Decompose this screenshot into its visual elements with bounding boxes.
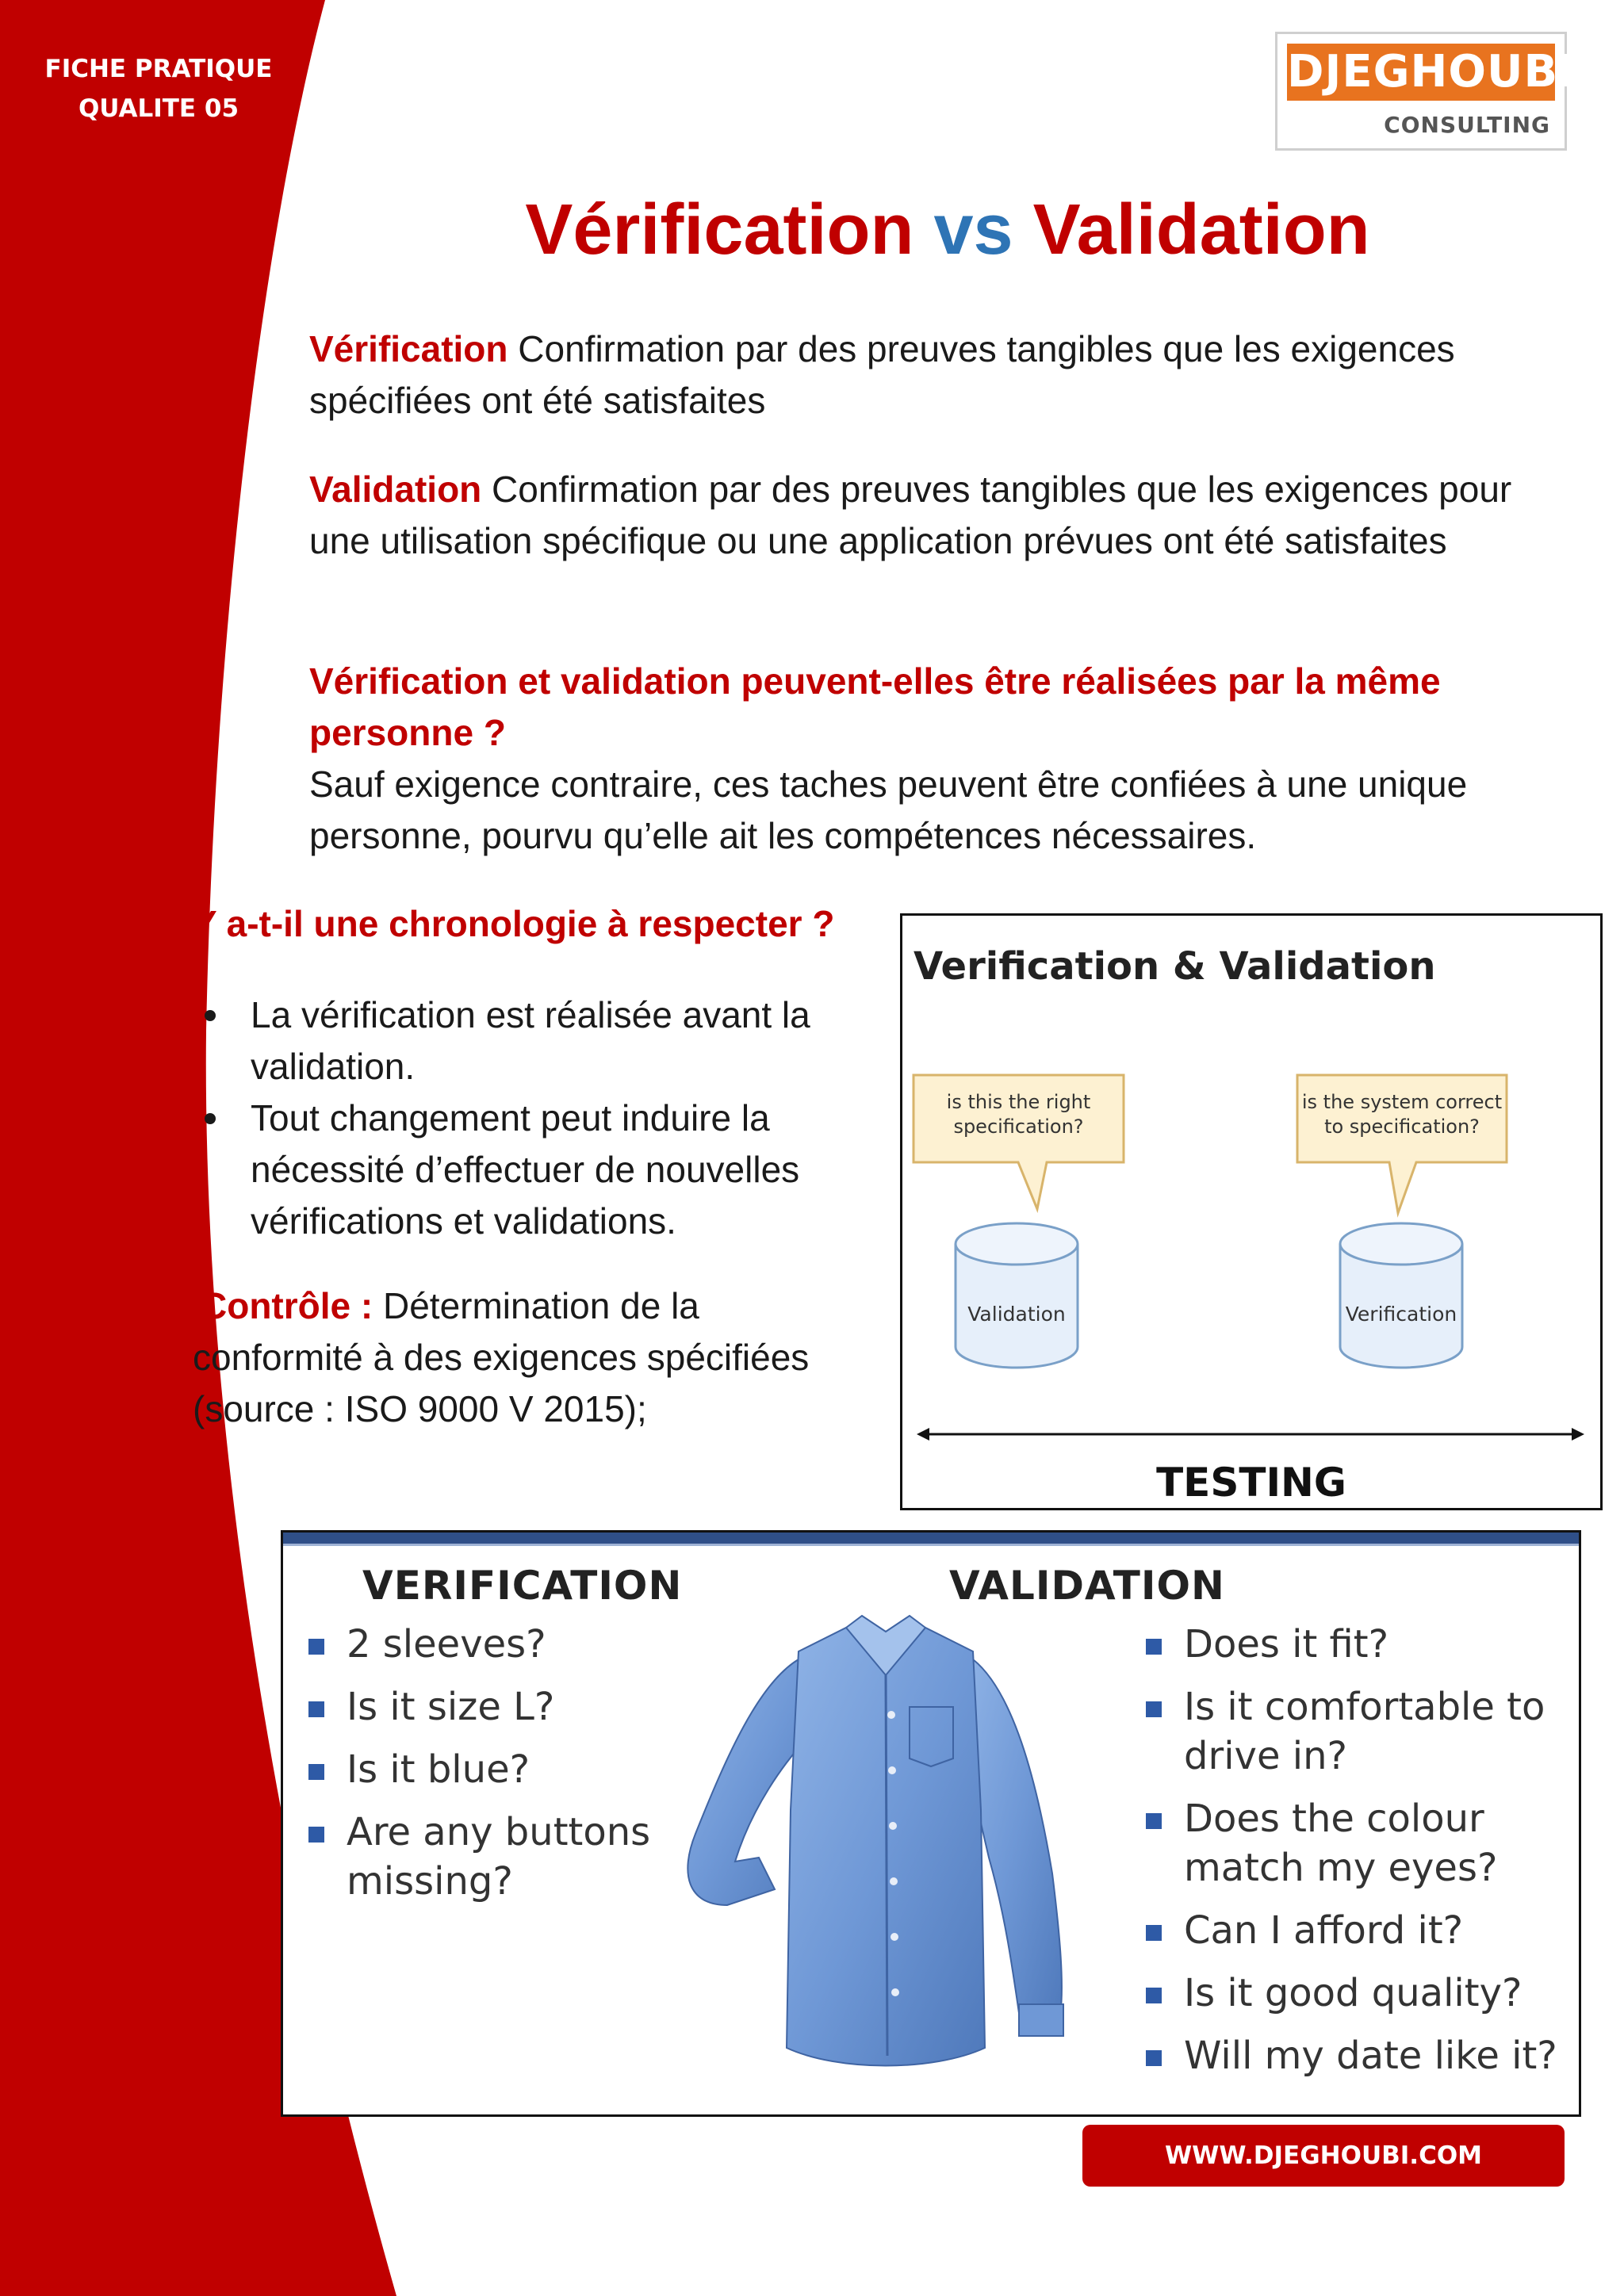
bullet-icon	[205, 1010, 216, 1021]
same-person-answer: Sauf exigence contraire, ces taches peuvent être confiées à une unique personne, pourvu qu’elle ait les compétences nécessaires.	[309, 763, 1468, 856]
title-vs: vs	[933, 190, 1013, 270]
list-item	[1146, 1969, 1574, 2018]
verification-definition	[309, 323, 1546, 427]
title-validation: Validation	[1032, 190, 1370, 270]
fiche-line1: FICHE PRATIQUE	[44, 55, 273, 83]
blue-shirt-icon	[664, 1572, 1108, 2117]
square-bullet-icon	[1146, 1639, 1162, 1655]
square-bullet-icon	[308, 1827, 324, 1843]
cylinder-left-shape	[956, 1223, 1078, 1368]
chronology-list	[198, 989, 880, 1247]
list-item	[308, 1745, 673, 1794]
validation-term: Validation	[309, 469, 482, 510]
square-bullet-icon	[1146, 1925, 1162, 1941]
validation-text: Confirmation par des preuves tangibles que les exigences pour une utilisation spécifique ou une application prévues ont été satisfaites	[309, 469, 1512, 561]
list-item	[308, 1682, 673, 1732]
list-item	[1146, 1794, 1574, 1892]
company-logo	[1275, 32, 1576, 151]
fiche-line2: QUALITE 05	[78, 94, 239, 123]
validation-heading: VALIDATION	[949, 1563, 1225, 1609]
testing-axis-arrow	[917, 1428, 1584, 1441]
validation-items	[1146, 1620, 1574, 2094]
diagram-title: Verification & Validation	[914, 944, 1436, 989]
square-bullet-icon	[308, 1639, 324, 1655]
page-title	[301, 186, 1594, 274]
item-text: Will my date like it?	[1184, 2034, 1557, 2078]
list-item	[308, 1620, 673, 1669]
item-text: Is it size L?	[347, 1685, 555, 1729]
square-bullet-icon	[308, 1701, 324, 1717]
list-item	[198, 1093, 880, 1247]
controle-term: Contrôle :	[201, 1285, 373, 1326]
website-link[interactable]: WWW.DJEGHOUBI.COM	[1082, 2125, 1565, 2187]
item-text: Are any buttons missing?	[347, 1810, 651, 1904]
callout-right-line1: is the system correct	[1301, 1091, 1503, 1113]
title-verification: Vérification	[525, 190, 914, 270]
callout-left	[914, 1090, 1124, 1139]
validation-definition	[309, 464, 1546, 567]
square-bullet-icon	[1146, 2050, 1162, 2066]
vv-diagram	[900, 913, 1603, 1510]
same-person-question: Vérification et validation peuvent-elles être réalisées par la même personne ?	[309, 660, 1441, 753]
callout-right-line2: to specification?	[1324, 1115, 1480, 1138]
square-bullet-icon	[308, 1764, 324, 1780]
bullet-icon	[205, 1113, 216, 1124]
list-item	[1146, 1906, 1574, 1955]
fiche-badge	[24, 49, 293, 128]
cylinder-left-label: Validation	[967, 1303, 1066, 1326]
square-bullet-icon	[1146, 1988, 1162, 2003]
same-person-section	[309, 656, 1546, 862]
item-text: Does the colour match my eyes?	[1184, 1797, 1498, 1890]
cylinder-right-shape	[1340, 1223, 1462, 1368]
list-item	[1146, 1682, 1574, 1781]
item-text: Does it fit?	[1184, 1622, 1389, 1667]
item-text: Can I afford it?	[1184, 1908, 1464, 1953]
callout-left-line1: is this the right	[946, 1091, 1091, 1113]
testing-label: TESTING	[1156, 1460, 1346, 1506]
square-bullet-icon	[1146, 1701, 1162, 1717]
list-item	[1146, 1620, 1574, 1669]
verification-list	[308, 1620, 673, 1919]
list-item	[308, 1808, 673, 1906]
item-text: Is it comfortable to drive in?	[1184, 1685, 1545, 1778]
logo-subtitle: CONSULTING	[1384, 112, 1550, 138]
callout-right	[1297, 1090, 1507, 1139]
verification-heading: VERIFICATION	[362, 1563, 683, 1609]
chronology-question: Y a-t-il une chronologie à respecter ?	[193, 903, 835, 944]
logo-name: DJEGHOUBI	[1287, 44, 1555, 101]
item-text: Is it blue?	[347, 1747, 530, 1792]
verification-text: Confirmation par des preuves tangibles que les exigences spécifiées ont été satisfaites	[309, 328, 1455, 421]
square-bullet-icon	[1146, 1813, 1162, 1829]
shirt-comparison-panel	[281, 1530, 1581, 2117]
callout-left-line2: specification?	[953, 1115, 1084, 1138]
list-item	[1146, 2031, 1574, 2080]
item-text: 2 sleeves?	[347, 1622, 546, 1667]
cylinder-right-label: Verification	[1345, 1303, 1457, 1326]
bullet-text: Tout changement peut induire la nécessité d’effectuer de nouvelles vérifications et validations.	[251, 1097, 800, 1242]
controle-definition	[193, 1280, 875, 1435]
item-text: Is it good quality?	[1184, 1971, 1522, 2015]
controle-text: Détermination de la conformité à des exigences spécifiées (source : ISO 9000 V 2015);	[193, 1285, 810, 1429]
verification-term: Vérification	[309, 328, 508, 369]
panel-top-bar	[283, 1533, 1579, 1546]
list-item	[198, 989, 880, 1093]
bullet-text: La vérification est réalisée avant la validation.	[251, 994, 810, 1087]
diagram-shapes	[902, 916, 1600, 1510]
